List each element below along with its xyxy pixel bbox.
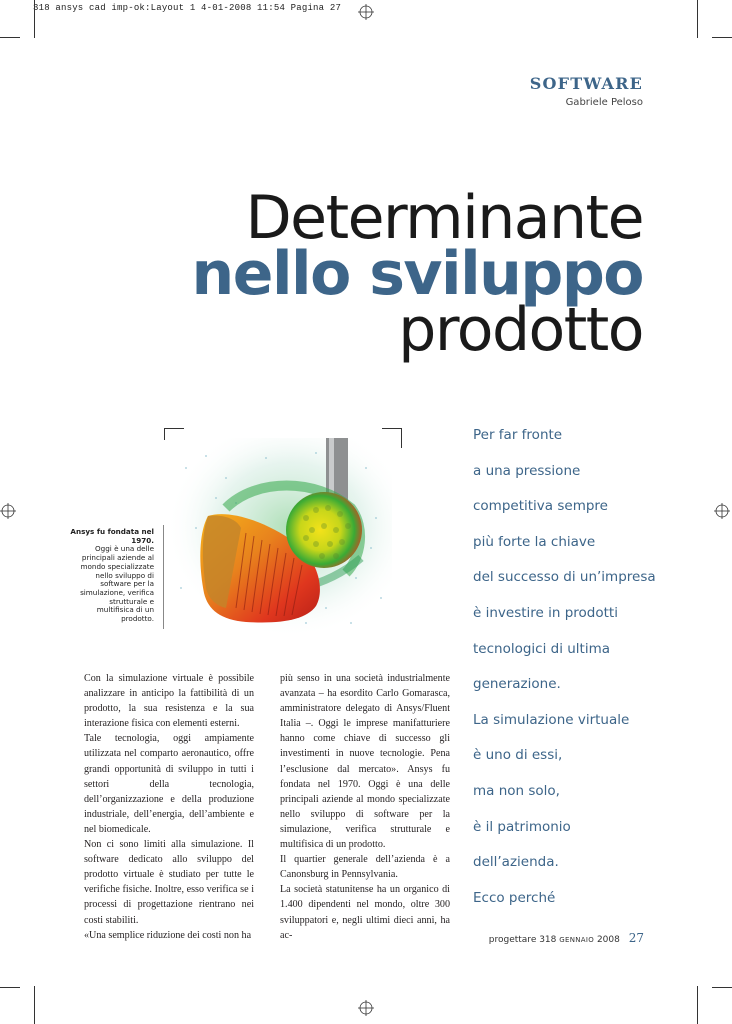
footer-year: 2008: [596, 935, 620, 945]
pull-quote-line: ma non solo,: [473, 782, 560, 799]
body-paragraph: più senso in una società industrialmente avanzata – ha esordito Carlo Gomarasca, amministratore delegato di Ansys/Fluent Italia –. Oggi le imprese manifatturiere hanno come chiave di successo gli investimenti in nuove tecnologie. Pena l’esclusione dal mercato». Ansys fu fondata nel 1970. Oggi è una delle principali aziende al mondo specializzate nello sviluppo di software per la simulazione, verifica strutturale e multifisica di un prodotto.: [280, 673, 450, 851]
caption-rule: [163, 525, 164, 629]
print-slug: 318 ansys cad imp-ok:Layout 1 4-01-2008 11:54 Pagina 27: [33, 3, 342, 13]
body-paragraph: Con la simulazione virtuale è possibile analizzare in anticipo la fattibilità di un prodotto, la sua resistenza e la sua interazione fisica con elementi esterni.: [84, 673, 254, 730]
registration-mark-icon: [714, 503, 730, 519]
golf-club-ball-simulation-image: [166, 438, 392, 638]
footer-month: GENNAIO: [559, 936, 595, 944]
section-label: SOFTWARE: [529, 74, 643, 93]
pull-quote-line: a una pressione: [473, 462, 581, 479]
registration-mark-icon: [358, 1000, 374, 1016]
pull-quote-line: tecnologici di ultima: [473, 640, 611, 657]
title-line-1: Determinante: [245, 183, 643, 253]
pull-quote-line: del successo di un’impresa: [473, 569, 656, 586]
footer-magazine: progettare 318: [488, 935, 557, 945]
pull-quote-line: generazione.: [473, 676, 561, 693]
page-footer: [489, 931, 644, 945]
body-paragraph: «Una semplice riduzione dei costi non ha: [84, 929, 252, 941]
body-paragraph: Tale tecnologia, oggi ampiamente utilizzata nel comparto aeronautico, offre grandi opportunità di sviluppo in tutti i settori della tecnologia, dell’organizzazione e della produzione industriale, dell’energia, dell’ambiente e nel biomedicale.: [84, 733, 254, 835]
body-column-1: [84, 671, 254, 943]
pull-quote-line: è investire in prodotti: [473, 604, 618, 621]
pull-quote-line: Per far fronte: [473, 427, 563, 443]
pull-quote-line: competitiva sempre: [473, 498, 608, 515]
body-paragraph: Non ci sono limiti alla simulazione. Il software dedicato allo sviluppo del prodotto virtuale è studiato per tutte le verifiche fisiche. Inoltre, esso verifica se i processi di progettazione rientrano nei costi stabiliti.: [84, 839, 254, 926]
caption-lead: Ansys fu fondata nel 1970.: [70, 527, 154, 545]
article-image: [166, 438, 392, 638]
body-column-2: [280, 671, 450, 943]
registration-mark-icon: [0, 503, 16, 519]
title-line-2: nello sviluppo: [191, 239, 643, 309]
registration-mark-icon: [358, 4, 374, 20]
page-number: 27: [628, 931, 644, 945]
pull-quote-line: La simulazione virtuale: [473, 711, 630, 728]
pull-quote-line: è il patrimonio: [473, 818, 571, 835]
body-paragraph: La società statunitense ha un organico di 1.400 dipendenti nel mondo, oltre 300 sviluppatori e, negli ultimi dieci anni, ha ac-: [280, 884, 450, 941]
author-name: Gabriele Peloso: [565, 97, 643, 108]
caption-text: Oggi è una delle principali aziende al mondo specializzate nello sviluppo di software per la simulazione, verifica strutturale e multifisica di un prodotto.: [80, 544, 154, 624]
pull-quote-line: Ecco perché: [473, 889, 556, 906]
pull-quote-line: dell’azienda.: [473, 854, 559, 871]
pull-quote: [473, 426, 656, 924]
image-caption: [70, 528, 154, 624]
pull-quote-line: è uno di essi,: [473, 747, 563, 764]
pull-quote-line: più forte la chiave: [473, 533, 596, 550]
body-paragraph: Il quartier generale dell’azienda è a Canonsburg in Pennsylvania.: [280, 854, 450, 881]
title-line-3: prodotto: [398, 295, 643, 365]
